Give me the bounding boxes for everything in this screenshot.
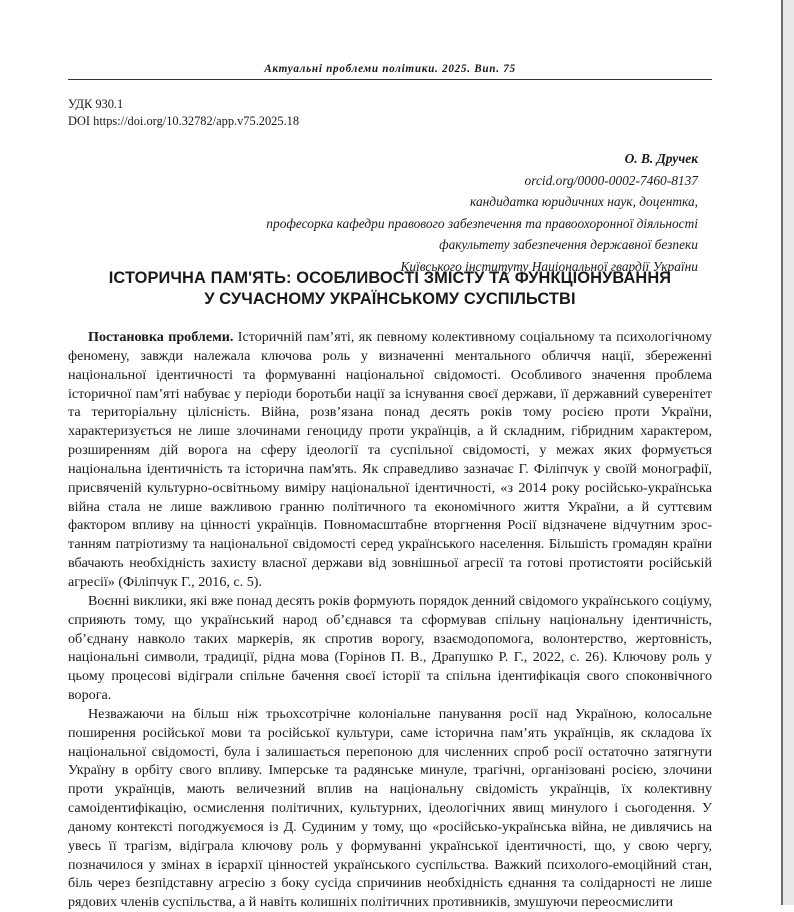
paragraph-line: як складова їх національної свідомості, була і залишається перепоною для численних спроб (68, 724, 712, 760)
author-faculty: факультету забезпечення державної безпеки (439, 237, 698, 252)
paragraph-line: лише важливою гранню політичного та економічного життя України, а й суттєвим фактором (68, 498, 712, 534)
paragraph-problem-statement (68, 328, 712, 592)
paragraph-line: національну ідентичність, об’єднану навколо таких маркерів, як спротив ворогу, взаємодо (68, 611, 712, 647)
paragraph-line: Незважаючи на більш ніж трьохсотрічне колоніальне панування росії над Україною, коло (88, 705, 672, 722)
article-meta (68, 96, 299, 130)
article-body (68, 328, 712, 912)
paragraph-line: роль у формуванні української ідентичності, що, у свою чергу, позначилося у змінах в ієрар (68, 837, 712, 873)
paragraph-line: нації, збереженні національної ідентичності та формуванні національної свідомості. Особли (68, 347, 713, 383)
running-header: Актуальні проблеми політики. 2025. Вип. 75 (264, 63, 516, 75)
paragraph-line: протистояти російській агресії» (Філіпчук Г., 2016, с. 5). (68, 555, 712, 590)
paragraph-line: історії та спільна ідентифікація свого споконвічного ворога. (68, 668, 712, 704)
orcid-domain: orcid.org (524, 172, 574, 188)
paragraph-line: ставну агресію з боку сусіда спричинив необхідність єднання та солідарності не лише рядових (68, 875, 712, 911)
paragraph-line: ідеологічних явищ минулого і сьогодення. У даному контексті погоджуємося із Д. Судиним (68, 800, 712, 835)
paragraph-line: помога, волонтерство, жертовність, національні символи, традиції, рідна мова (Горінов П. В., (68, 630, 712, 666)
author-institute: Київського інституту Національної гвардії України (400, 258, 698, 274)
paragraph-line: вого значення проблема історичної пам’яті набуває у періоди боротьби нації за існування (68, 366, 712, 402)
paragraph-line: хологічному феномену, завжди належала ключова роль у визначенні ментального обличчя (68, 329, 713, 364)
paragraph-line: членів суспільства, а й навіть колишніх політичних противників, змушуючи переосмислити (120, 894, 674, 911)
paragraph-war-challenges (68, 592, 712, 705)
paragraph-line: танням патріотизму та національної свідомості серед українського населення. Більшість гро (68, 536, 633, 553)
author-name: О. В. Дручек (624, 151, 698, 166)
paragraph-line: у тому, що «російсько-українська війна, не дивлячись на увесь її трагізм, відіграла ключову (68, 818, 713, 854)
paragraph-line: Драпушко Р. Г., 2022, с. 26). Ключову роль у цьому процесові відіграли спільне бачення своєї (68, 649, 712, 685)
paragraph-line: Воєнні виклики, які вже понад десять років формують порядок денний свідомого укра (88, 592, 609, 609)
orcid-link[interactable] (266, 170, 698, 192)
paragraph-line: гічні, організовані росією, злочини проти українців, мають величезний вплив на національну (68, 762, 712, 798)
author-position: професорка кафедри правового забезпечення та правоохоронної діяльності (266, 215, 698, 231)
paragraph-line: пам'ять. Як справедливо зазначає Г. Філіпчук у своїй монографії, присвяченій культурно-ос (68, 460, 712, 496)
title-line: У СУЧАСНОМУ УКРАЇНСЬКОМУ СУСПІЛЬСТВІ (204, 290, 576, 308)
article-title (68, 268, 712, 310)
title-line: ІСТОРИЧНА ПАМ'ЯТЬ: ОСОБЛИВОСТІ ЗМІСТУ ТА ФУНКЦІОНУВАННЯ (108, 269, 672, 287)
paragraph-colonial-rule (68, 705, 712, 912)
paragraph-line: ти українців, а й складним, гібридним характером, розширенням дій ворога на сферу ідеоло (68, 423, 712, 459)
udk-code: УДК 930.1 (68, 97, 124, 111)
header-rule (68, 79, 712, 80)
paragraph-line: десять років тому росією проти України, характеризується не лише злочинами геноциду про (68, 404, 712, 440)
paragraph-lead: Постановка проблеми. (88, 329, 234, 345)
paragraph-line: хії цінностей українського суспільства. Важкий психолого-емоційний стан, біль через безпід (68, 856, 712, 892)
page-edge-margin (783, 0, 794, 905)
paragraph-line: гії та суспільної свідомості, у межах яких формується національна ідентичність та історична (68, 442, 712, 477)
paragraph-line: своєї держави, її державний суверенітет та територіальну цілісність. Війна, розв’язана понад (68, 385, 712, 421)
paragraph-line: Історичній пам’яті, як певному колективному соціальному та пси (233, 329, 638, 345)
paragraph-line: сальне поширення російської мови та російської культури, саме історична пам’ять українців, (68, 705, 712, 741)
paragraph-line: мадян країни вбачають необхідність захисту власної держави від зовнішньої агресії та готові (68, 536, 712, 572)
paragraph-line: свідомість українців, їх колективну самоідентифікацію, осмислення політичних, культурних, (68, 781, 712, 817)
paragraph-line: їнського соціуму, сприяють тому, що український народ об’єднався та сформував спільну (68, 592, 712, 628)
author-block (266, 148, 698, 277)
author-degree: кандидатка юридичних наук, доцентка, (470, 194, 698, 209)
paragraph-line: росії остаточно затягнути Україну в орбіту свого впливу. Імперське та радянське минуле, тра (68, 743, 712, 779)
paragraph-line: вітньому виміру національної ідентичності, «з 2014 року російсько-українська війна стала не (68, 479, 712, 515)
paragraph-line: впливу на цінності українців. Повномасштабне вторгнення Росії відзначене відчутним зрос (132, 517, 713, 534)
doi-link[interactable]: DOI https://doi.org/10.32782/app.v75.2025.18 (68, 114, 300, 128)
orcid-path: /0000-0002-7460-8137 (573, 172, 698, 188)
